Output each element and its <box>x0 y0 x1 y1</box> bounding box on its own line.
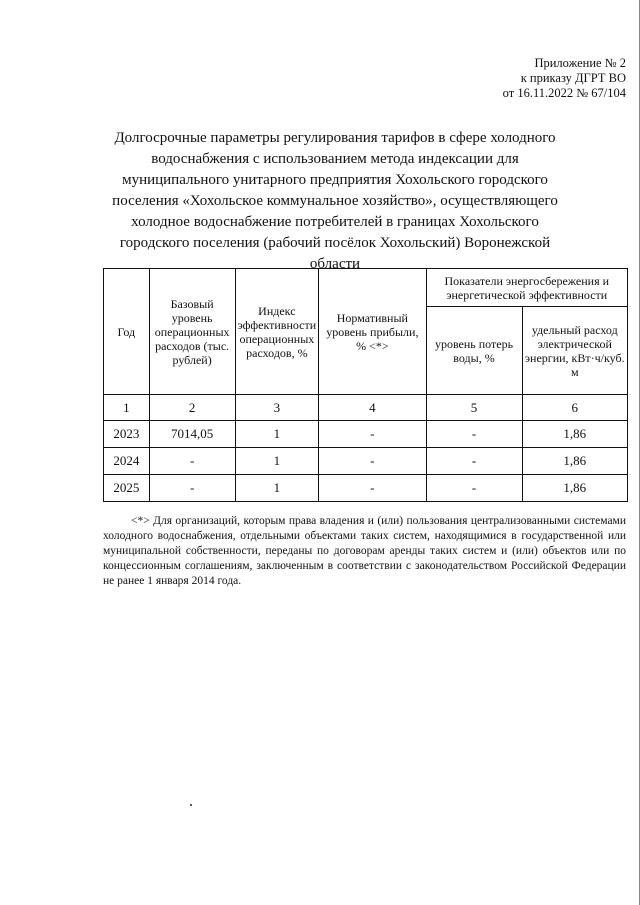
column-number: 1 <box>104 395 150 421</box>
cell-electricity: 1,86 <box>522 448 628 475</box>
cell-year: 2023 <box>104 421 150 448</box>
table-row <box>104 475 628 502</box>
cell-year: 2024 <box>104 448 150 475</box>
cell-profit-level: - <box>319 475 426 502</box>
header-electricity-consumption: удельный расход электрической энергии, кВт·ч/куб. м <box>522 307 628 395</box>
cell-profit-level: - <box>319 421 426 448</box>
footnote: <*> Для организаций, которым права владения и (или) пользования централизованными системами холодного водоснабжения, отдельными объектами таких систем, находящимися в государственной или муниципальной собственности, переданы по договорам аренды таких систем и (или) объектов или по концессионным соглашениям, заключенным в соответствии с законодательством Российской Федерации не ранее 1 января 2014 года. <box>103 515 626 587</box>
cell-efficiency-index: 1 <box>235 421 319 448</box>
table-row <box>104 421 628 448</box>
column-number: 2 <box>149 395 235 421</box>
cell-efficiency-index: 1 <box>235 475 319 502</box>
cell-water-loss: - <box>426 421 522 448</box>
header-year: Год <box>104 269 150 395</box>
cell-electricity: 1,86 <box>522 421 628 448</box>
annex-date: от 16.11.2022 № 67/104 <box>502 86 626 100</box>
column-number: 3 <box>235 395 319 421</box>
header-energy-indicators: Показатели энергосбережения и энергетической эффективности <box>426 269 627 307</box>
parameters-table <box>103 268 628 502</box>
header-base-opex: Базовый уровень операционных расходов (тыс. рублей) <box>149 269 235 395</box>
table-row <box>104 448 628 475</box>
header-profit-level: Нормативный уровень прибыли, % <*> <box>319 269 426 395</box>
cell-profit-level: - <box>319 448 426 475</box>
header-water-loss: уровень потерь воды, % <box>426 307 522 395</box>
cell-electricity: 1,86 <box>522 475 628 502</box>
cell-base-opex: - <box>149 475 235 502</box>
column-numbering-row <box>104 395 628 421</box>
scan-speck <box>190 804 192 806</box>
column-number: 5 <box>426 395 522 421</box>
cell-base-opex: - <box>149 448 235 475</box>
column-number: 4 <box>319 395 426 421</box>
header-efficiency-index: Индекс эффективности операционных расходов, % <box>235 269 319 395</box>
document-title: Долгосрочные параметры регулирования тарифов в сфере холодного водоснабжения с использованием метода индексации для муниципального унитарного предприятия Хохольского городского поселения «Хохольское коммунальное хозяйство», осуществляющего холодное водоснабжение потребителей в границах Хохольского городского поселения (рабочий посёлок Хохольский) Воронежской области <box>112 130 558 272</box>
cell-base-opex: 7014,05 <box>149 421 235 448</box>
cell-year: 2025 <box>104 475 150 502</box>
annex-header <box>503 56 626 101</box>
cell-water-loss: - <box>426 448 522 475</box>
annex-order: к приказу ДГРТ ВО <box>520 71 626 85</box>
cell-water-loss: - <box>426 475 522 502</box>
annex-number: Приложение № 2 <box>534 56 626 70</box>
column-number: 6 <box>522 395 628 421</box>
cell-efficiency-index: 1 <box>235 448 319 475</box>
